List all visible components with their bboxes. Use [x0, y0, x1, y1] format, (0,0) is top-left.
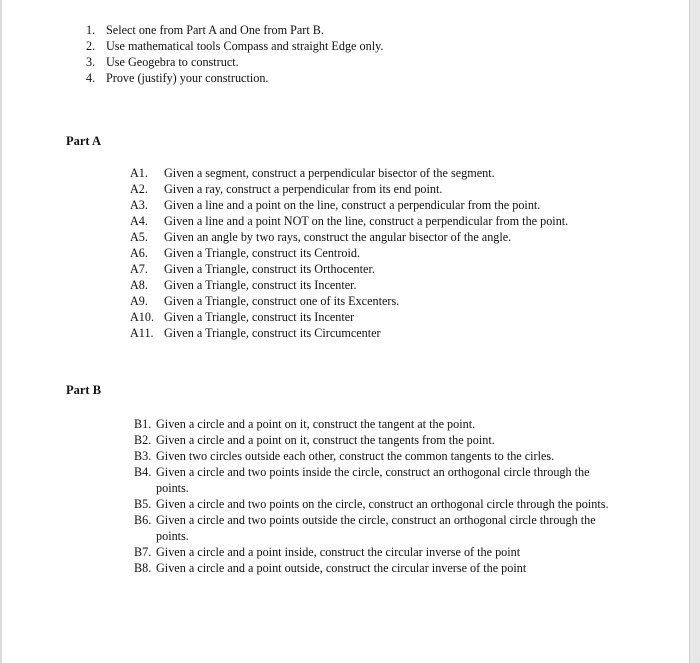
part-b-item: [134, 544, 609, 560]
part-b-item: [134, 448, 609, 464]
part-a-item: [130, 325, 600, 341]
part-b-item: [134, 512, 609, 544]
item-text: Given a Triangle, construct its Circumcenter: [164, 326, 381, 340]
item-text: Given a Triangle, construct its Incenter: [164, 310, 355, 324]
item-number: A4.: [130, 214, 148, 228]
item-text: Given a circle and two points inside the circle, construct an orthogonal circle through the points.: [156, 465, 590, 495]
item-text: Given a circle and a point inside, construct the circular inverse of the point: [156, 545, 521, 559]
part-a-item: [130, 165, 600, 181]
instructions-list: [86, 22, 646, 86]
instruction-number: 1.: [86, 23, 96, 37]
instruction-number: 3.: [86, 55, 96, 69]
instruction-item: [86, 22, 646, 38]
item-text: Given a circle and a point on it, construct the tangent at the point.: [156, 417, 476, 431]
part-b-item: [134, 496, 609, 512]
item-text: Given a Triangle, construct its Incenter.: [164, 278, 357, 292]
item-text: Given two circles outside each other, construct the common tangents to the cirles.: [156, 449, 555, 463]
item-text: Given a ray, construct a perpendicular from its end point.: [164, 182, 443, 196]
item-number: A11.: [130, 326, 154, 340]
part-a-list: [130, 165, 600, 341]
item-text: Given a segment, construct a perpendicular bisector of the segment.: [164, 166, 495, 180]
item-text: Given a circle and two points on the circle, construct an orthogonal circle through the points.: [156, 497, 609, 511]
part-b-list: [134, 416, 609, 576]
part-a-item: [130, 277, 600, 293]
item-number: B8.: [134, 561, 152, 575]
part-b-item: [134, 432, 609, 448]
item-number: B3.: [134, 449, 152, 463]
item-number: A5.: [130, 230, 148, 244]
part-a-item: [130, 181, 600, 197]
part-a-item: [130, 197, 600, 213]
item-number: B1.: [134, 417, 152, 431]
item-text: Given a circle and two points outside the circle, construct an orthogonal circle through the points.: [156, 513, 596, 543]
item-number: B7.: [134, 545, 152, 559]
item-text: Given a Triangle, construct one of its Excenters.: [164, 294, 400, 308]
item-text: Given a circle and a point outside, construct the circular inverse of the point: [156, 561, 527, 575]
item-text: Given a circle and a point on it, construct the tangents from the point.: [156, 433, 495, 447]
part-a-item: [130, 309, 600, 325]
part-b-heading: Part B: [66, 383, 102, 397]
item-number: A1.: [130, 166, 148, 180]
item-text: Given a line and a point on the line, construct a perpendicular from the point.: [164, 198, 541, 212]
part-a-heading: Part A: [66, 134, 102, 148]
item-number: A9.: [130, 294, 148, 308]
item-text: Given an angle by two rays, construct the angular bisector of the angle.: [164, 230, 512, 244]
instruction-number: 4.: [86, 71, 96, 85]
instruction-text: Use mathematical tools Compass and straight Edge only.: [106, 39, 384, 53]
item-number: A7.: [130, 262, 148, 276]
part-a-item: [130, 293, 600, 309]
part-b-item: [134, 464, 609, 496]
instruction-text: Use Geogebra to construct.: [106, 55, 239, 69]
instruction-text: Select one from Part A and One from Part B.: [106, 23, 324, 37]
part-a-item: [130, 245, 600, 261]
page-edge-left: [0, 0, 2, 663]
item-number: A10.: [130, 310, 155, 324]
instruction-number: 2.: [86, 39, 96, 53]
instruction-item: [86, 54, 646, 70]
item-number: A8.: [130, 278, 148, 292]
page-edge-right: [690, 0, 700, 663]
instruction-item: [86, 38, 646, 54]
item-number: B2.: [134, 433, 152, 447]
item-number: A2.: [130, 182, 148, 196]
instruction-item: [86, 70, 646, 86]
item-number: B5.: [134, 497, 152, 511]
item-number: B4.: [134, 465, 152, 479]
instruction-text: Prove (justify) your construction.: [106, 71, 269, 85]
part-b-item: [134, 560, 609, 576]
part-a-item: [130, 229, 600, 245]
item-text: Given a Triangle, construct its Orthocenter.: [164, 262, 375, 276]
item-number: B6.: [134, 513, 152, 527]
item-text: Given a Triangle, construct its Centroid.: [164, 246, 360, 260]
item-number: A6.: [130, 246, 148, 260]
part-b-item: [134, 416, 609, 432]
item-text: Given a line and a point NOT on the line, construct a perpendicular from the point.: [164, 214, 569, 228]
part-a-item: [130, 213, 600, 229]
part-a-item: [130, 261, 600, 277]
item-number: A3.: [130, 198, 148, 212]
